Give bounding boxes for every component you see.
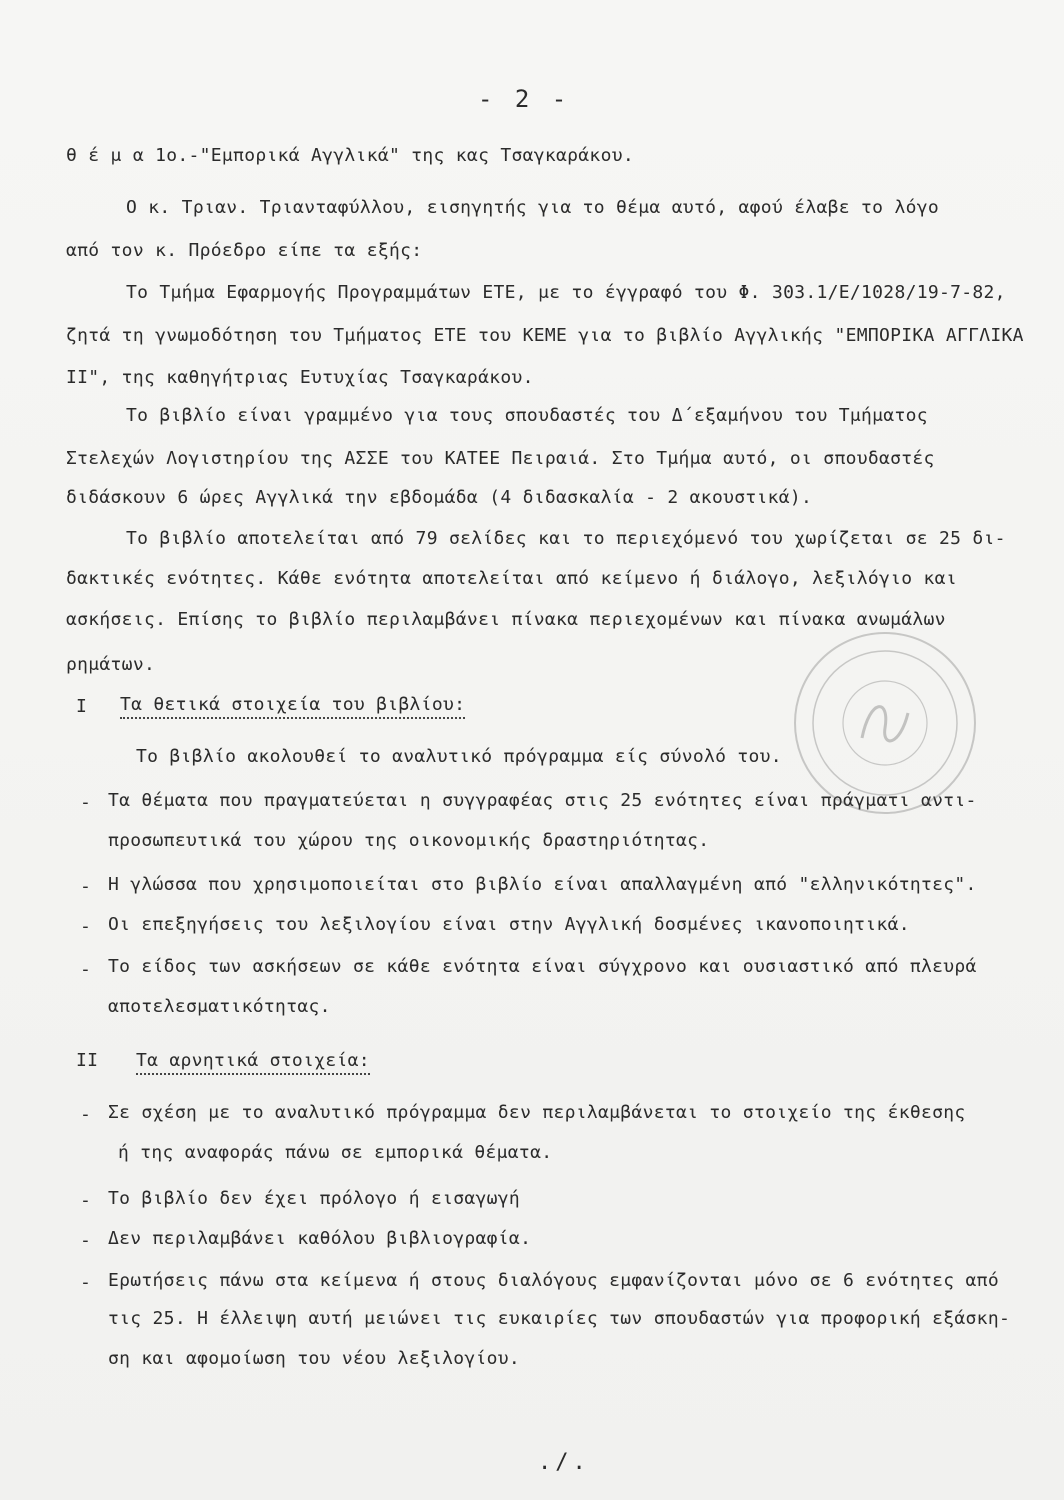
section-number: Ι	[76, 696, 88, 717]
paragraph-line: δακτικές ενότητες. Κάθε ενότητα αποτελείται από κείμενο ή διάλογο, λεξιλόγιο και	[66, 568, 957, 589]
list-bullet: -	[80, 876, 92, 897]
list-item: Οι επεξηγήσεις του λεξιλογίου είναι στην Αγγλική δοσμένες ικανοποιητικά.	[108, 914, 910, 935]
list-bullet: -	[80, 959, 92, 980]
list-item: Σε σχέση με το αναλυτικό πρόγραμμα δεν περιλαμβάνεται το στοιχείο της έκθεσης	[108, 1102, 966, 1123]
list-item: Η γλώσσα που χρησιμοποιείται στο βιβλίο είναι απαλλαγμένη από "ελληνικότητες".	[108, 874, 977, 895]
list-bullet: -	[80, 1272, 92, 1293]
list-item: ση και αφομοίωση του νέου λεξιλογίου.	[108, 1348, 521, 1369]
paragraph-line: ΙΙ", της καθηγήτριας Ευτυχίας Τσαγκαράκου.	[66, 367, 534, 388]
list-item: προσωπευτικά του χώρου της οικονομικής δραστηριότητας.	[108, 830, 710, 851]
list-bullet: -	[80, 792, 92, 813]
paragraph-line: Το βιβλίο είναι γραμμένο για τους σπουδαστές του Δ΄εξαμήνου του Τμήματος	[126, 405, 928, 426]
list-item: τις 25. Η έλλειψη αυτή μειώνει τις ευκαιρίες των σπουδαστών για προφορική εξάσκη-	[108, 1308, 1011, 1329]
paragraph-line: ασκήσεις. Επίσης το βιβλίο περιλαμβάνει πίνακα περιεχομένων και πίνακα ανωμάλων	[66, 609, 946, 630]
list-bullet: -	[80, 1190, 92, 1211]
continuation-mark: ./.	[538, 1450, 590, 1475]
paragraph-line: από τον κ. Πρόεδρο είπε τα εξής:	[66, 240, 423, 261]
list-item: Το βιβλίο δεν έχει πρόλογο ή εισαγωγή	[108, 1188, 521, 1209]
section-number: ΙΙ	[76, 1050, 99, 1071]
paragraph-line: ρημάτων.	[66, 654, 156, 675]
list-item: ή της αναφοράς πάνω σε εμπορικά θέματα.	[118, 1142, 553, 1163]
paragraph-line: Το Τμήμα Εφαρμογής Προγραμμάτων ΕΤΕ, με το έγγραφό του Φ. 303.1/Ε/1028/19-7-82,	[126, 282, 1006, 303]
section-heading: Τα αρνητικά στοιχεία:	[136, 1050, 370, 1075]
list-bullet: -	[80, 916, 92, 937]
list-item: αποτελεσματικότητας.	[108, 996, 331, 1017]
list-item: Δεν περιλαμβάνει καθόλου βιβλιογραφία.	[108, 1228, 532, 1249]
paragraph-line: Το βιβλίο ακολουθεί το αναλυτικό πρόγραμμα είς σύνολό του.	[136, 746, 782, 767]
list-bullet: -	[80, 1230, 92, 1251]
paragraph-line: διδάσκουν 6 ώρες Αγγλικά την εβδομάδα (4 διδασκαλία - 2 ακουστικά).	[66, 487, 813, 508]
paragraph-line: Το βιβλίο αποτελείται από 79 σελίδες και το περιεχόμενό του χωρίζεται σε 25 δι-	[126, 528, 1006, 549]
paragraph-line: Στελεχών Λογιστηρίου της ΑΣΣΕ του ΚΑΤΕΕ Πειραιά. Στο Τμήμα αυτό, οι σπουδαστές	[66, 448, 935, 469]
paragraph-line: Ο κ. Τριαν. Τριανταφύλλου, εισηγητής για το θέμα αυτό, αφού έλαβε το λόγο	[126, 197, 939, 218]
list-item: Ερωτήσεις πάνω στα κείμενα ή στους διαλόγους εμφανίζονται μόνο σε 6 ενότητες από	[108, 1270, 999, 1291]
list-bullet: -	[80, 1104, 92, 1125]
official-stamp	[790, 628, 980, 818]
section-heading: Τα θετικά στοιχεία του βιβλίου:	[120, 694, 465, 719]
list-item: Τα θέματα που πραγματεύεται η συγγραφέας στις 25 ενότητες είναι πράγματι αντι-	[108, 790, 977, 811]
list-item: Το είδος των ασκήσεων σε κάθε ενότητα είναι σύγχρονο και ουσιαστικό από πλευρά	[108, 956, 977, 977]
paragraph-line: ζητά τη γνωμοδότηση του Τμήματος ΕΤΕ του ΚΕΜΕ για το βιβλίο Αγγλικής "ΕΜΠΟΡΙΚΑ ΑΓΓΛΙΚΑ	[66, 325, 1024, 346]
subject-heading: θ έ μ α 1ο.-"Εμπορικά Αγγλικά" της κας Τσαγκαράκου.	[66, 145, 634, 166]
page-number: - 2 -	[478, 85, 571, 113]
